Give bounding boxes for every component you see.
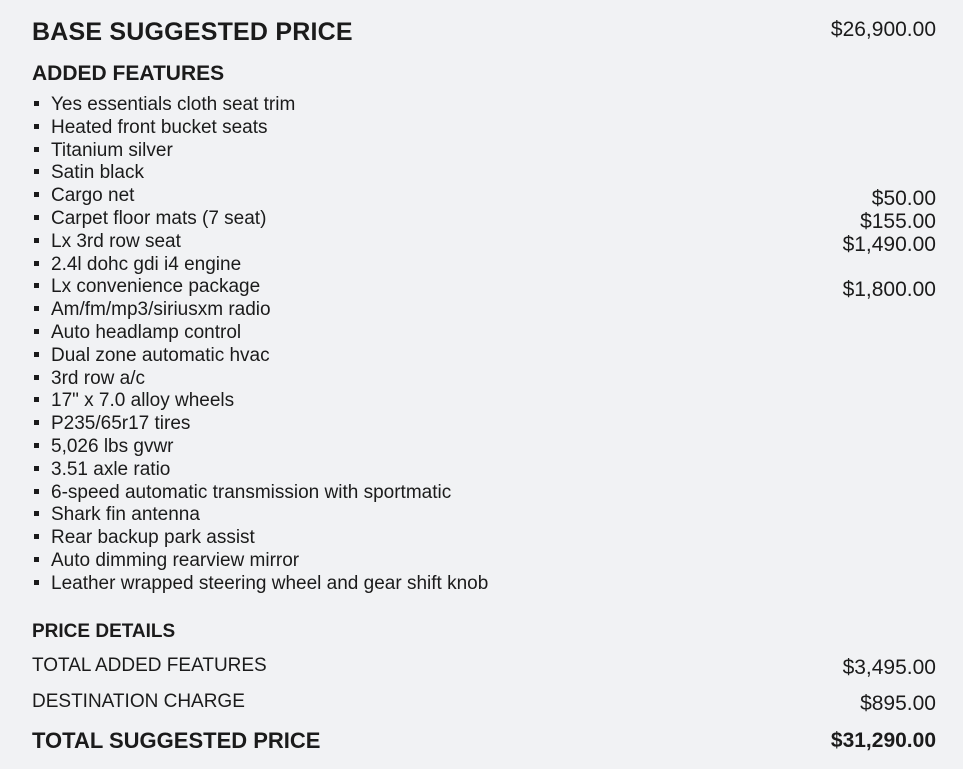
feature-item bbox=[34, 390, 936, 413]
feature-name: Cargo net bbox=[51, 185, 135, 207]
feature-item bbox=[34, 550, 936, 573]
bullet-icon bbox=[34, 238, 39, 243]
base-price-title: BASE SUGGESTED PRICE bbox=[32, 18, 353, 46]
feature-name: Yes essentials cloth seat trim bbox=[51, 94, 296, 115]
added-features-list bbox=[34, 94, 936, 596]
feature-name: 3.51 axle ratio bbox=[51, 458, 171, 480]
feature-name: Shark fin antenna bbox=[51, 504, 200, 526]
feature-name: 6-speed automatic transmission with sportmatic bbox=[51, 481, 452, 503]
feature-item bbox=[34, 231, 936, 254]
destination-charge-value: $895.00 bbox=[860, 692, 936, 715]
feature-name: Leather wrapped steering wheel and gear shift knob bbox=[51, 572, 489, 594]
feature-name: Rear backup park assist bbox=[51, 527, 255, 549]
feature-price: $155.00 bbox=[860, 209, 936, 233]
bullet-icon bbox=[34, 261, 39, 266]
bullet-icon bbox=[34, 169, 39, 174]
feature-item bbox=[34, 504, 936, 527]
bullet-icon bbox=[34, 420, 39, 425]
feature-name: 2.4l dohc gdi i4 engine bbox=[51, 253, 242, 275]
bullet-icon bbox=[34, 557, 39, 562]
feature-name: 5,026 lbs gvwr bbox=[51, 435, 174, 457]
feature-item bbox=[34, 254, 936, 277]
feature-item bbox=[34, 276, 936, 302]
feature-item bbox=[34, 94, 936, 117]
bullet-icon bbox=[34, 352, 39, 357]
feature-item bbox=[34, 527, 936, 550]
feature-item bbox=[34, 482, 936, 505]
bullet-icon bbox=[34, 375, 39, 380]
bullet-icon bbox=[34, 215, 39, 220]
feature-name: Auto headlamp control bbox=[51, 321, 242, 343]
feature-item bbox=[34, 185, 936, 211]
total-suggested-price-value: $31,290.00 bbox=[830, 729, 936, 752]
destination-charge-label: DESTINATION CHARGE bbox=[32, 691, 245, 712]
feature-name: Heated front bucket seats bbox=[51, 116, 268, 138]
bullet-icon bbox=[34, 534, 39, 539]
feature-item bbox=[34, 162, 936, 185]
feature-name: 17" x 7.0 alloy wheels bbox=[51, 390, 235, 412]
feature-name: Lx 3rd row seat bbox=[51, 230, 181, 252]
feature-price: $50.00 bbox=[871, 187, 936, 211]
feature-item bbox=[34, 117, 936, 140]
bullet-icon bbox=[34, 443, 39, 448]
price-details-heading: PRICE DETAILS bbox=[32, 621, 176, 642]
bullet-icon bbox=[34, 192, 39, 197]
feature-item bbox=[34, 459, 936, 482]
feature-item bbox=[34, 299, 936, 322]
feature-item bbox=[34, 573, 936, 596]
feature-item bbox=[34, 322, 936, 345]
feature-name: Dual zone automatic hvac bbox=[51, 344, 270, 366]
bullet-icon bbox=[34, 306, 39, 311]
feature-name: P235/65r17 tires bbox=[51, 413, 191, 435]
base-price-value: $26,900.00 bbox=[830, 18, 936, 41]
bullet-icon bbox=[34, 397, 39, 402]
feature-name: Auto dimming rearview mirror bbox=[51, 549, 300, 571]
bullet-icon bbox=[34, 147, 39, 152]
bullet-icon bbox=[34, 580, 39, 585]
bullet-icon bbox=[34, 489, 39, 494]
bullet-icon bbox=[34, 101, 39, 106]
feature-item bbox=[34, 140, 936, 163]
feature-item bbox=[34, 436, 936, 459]
total-added-features-label: TOTAL ADDED FEATURES bbox=[32, 655, 267, 676]
feature-item bbox=[34, 208, 936, 231]
feature-name: Titanium silver bbox=[51, 139, 173, 161]
bullet-icon bbox=[34, 511, 39, 516]
total-added-features-value: $3,495.00 bbox=[842, 656, 936, 679]
feature-name: Satin black bbox=[51, 162, 144, 184]
total-suggested-price-label: TOTAL SUGGESTED PRICE bbox=[32, 728, 321, 753]
feature-name: Lx convenience package bbox=[51, 276, 261, 298]
feature-name: 3rd row a/c bbox=[51, 367, 145, 389]
feature-item bbox=[34, 345, 936, 368]
feature-price: $1,490.00 bbox=[842, 232, 936, 256]
feature-item bbox=[34, 413, 936, 436]
feature-item bbox=[34, 368, 936, 391]
added-features-heading: ADDED FEATURES bbox=[32, 62, 225, 85]
bullet-icon bbox=[34, 124, 39, 129]
bullet-icon bbox=[34, 329, 39, 334]
feature-price: $1,800.00 bbox=[842, 278, 936, 302]
bullet-icon bbox=[34, 466, 39, 471]
feature-name: Am/fm/mp3/siriusxm radio bbox=[51, 299, 271, 321]
feature-name: Carpet floor mats (7 seat) bbox=[51, 207, 267, 229]
bullet-icon bbox=[34, 283, 39, 288]
